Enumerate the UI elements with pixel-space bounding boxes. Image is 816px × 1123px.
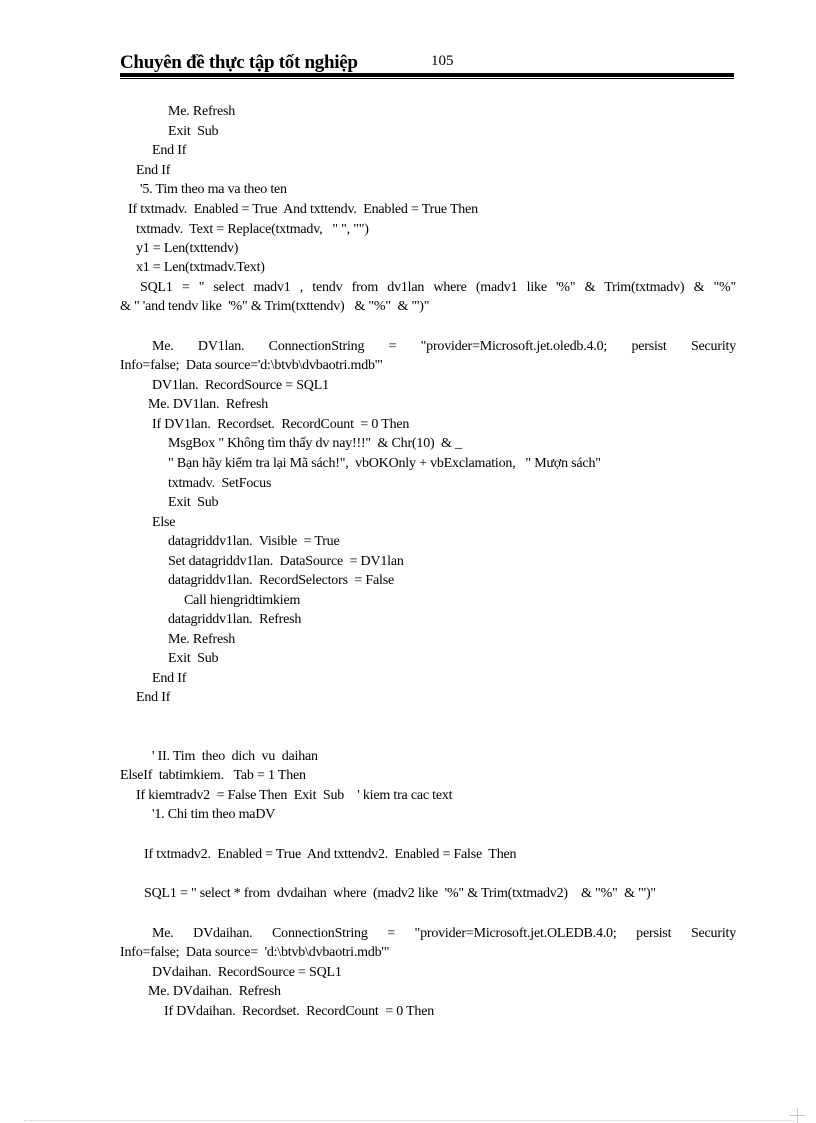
crop-mark — [790, 1115, 805, 1116]
code-line: Exit Sub — [168, 651, 219, 666]
document-title: Chuyên đề thực tập tốt nghiệp — [120, 52, 358, 73]
code-line: Me. Refresh — [168, 104, 236, 119]
code-line: '1. Chi tim theo maDV — [152, 807, 276, 822]
code-line: End If — [152, 671, 187, 686]
code-line: If DV1lan. Recordset. RecordCount = 0 Then — [152, 417, 410, 432]
code-line: MsgBox " Không tìm thấy dv nay!!!" & Chr(10) & _ — [168, 436, 462, 451]
code-line: End If — [152, 143, 187, 158]
code-line: y1 = Len(txttendv) — [136, 241, 239, 256]
code-line: If kiemtradv2 = False Then Exit Sub ' kiem tra cac text — [136, 788, 453, 803]
code-line: Set datagriddv1lan. DataSource = DV1lan — [168, 554, 404, 569]
code-line: x1 = Len(txtmadv.Text) — [136, 260, 265, 275]
code-line: Me. DV1lan. Refresh — [148, 397, 269, 412]
code-line: Info=false; Data source= 'd:\btvb\dvbaotri.mdb'" — [120, 945, 390, 960]
code-line: Exit Sub — [168, 124, 219, 139]
code-line: If DVdaihan. Recordset. RecordCount = 0 Then — [164, 1004, 435, 1019]
code-line: Me. DVdaihan. Refresh — [148, 984, 281, 999]
code-line: datagriddv1lan. Visible = True — [168, 534, 340, 549]
code-line: End If — [136, 163, 171, 178]
code-line: Call hiengridtimkiem — [184, 593, 301, 608]
code-line: Else — [152, 515, 176, 530]
code-line: If txtmadv. Enabled = True And txttendv. Enabled = True Then — [128, 202, 478, 217]
code-line: Me. DVdaihan. ConnectionString = "provider=Microsoft.jet.OLEDB.4.0; persist Security — [152, 926, 736, 941]
code-line: datagriddv1lan. RecordSelectors = False — [168, 573, 394, 588]
code-line: Info=false; Data source='d:\btvb\dvbaotri.mdb'" — [120, 358, 383, 373]
code-line: ElseIf tabtimkiem. Tab = 1 Then — [120, 768, 306, 783]
code-line: txtmadv. Text = Replace(txtmadv, " ", "") — [136, 222, 369, 237]
code-line: SQL1 = " select madv1 , tendv from dv1lan where (madv1 like '%" & Trim(txtmadv) & "%" — [140, 280, 736, 295]
code-line: Me. Refresh — [168, 632, 236, 647]
code-line: datagriddv1lan. Refresh — [168, 612, 302, 627]
code-line: SQL1 = " select * from dvdaihan where (madv2 like '%" & Trim(txtmadv2) & "%" & "')" — [144, 886, 656, 901]
code-line: Me. DV1lan. ConnectionString = "provider=Microsoft.jet.oledb.4.0; persist Security — [152, 339, 736, 354]
code-line: & " 'and tendv like '%" & Trim(txttendv) & "%" & "')" — [120, 299, 430, 314]
code-line: '5. Tim theo ma va theo ten — [140, 182, 287, 197]
page-number: 105 — [431, 53, 454, 69]
code-line: If txtmadv2. Enabled = True And txttendv2. Enabled = False Then — [144, 847, 517, 862]
code-line: DV1lan. RecordSource = SQL1 — [152, 378, 329, 393]
code-line: ' II. Tim theo dich vu daihan — [152, 749, 318, 764]
code-line: DVdaihan. RecordSource = SQL1 — [152, 965, 342, 980]
code-line: Exit Sub — [168, 495, 219, 510]
code-line: " Bạn hãy kiểm tra lại Mã sách!", vbOKOnly + vbExclamation, " Mượn sách" — [168, 456, 601, 471]
code-line: txtmadv. SetFocus — [168, 476, 272, 491]
code-line: End If — [136, 690, 171, 705]
page-bottom-edge — [24, 1120, 794, 1121]
